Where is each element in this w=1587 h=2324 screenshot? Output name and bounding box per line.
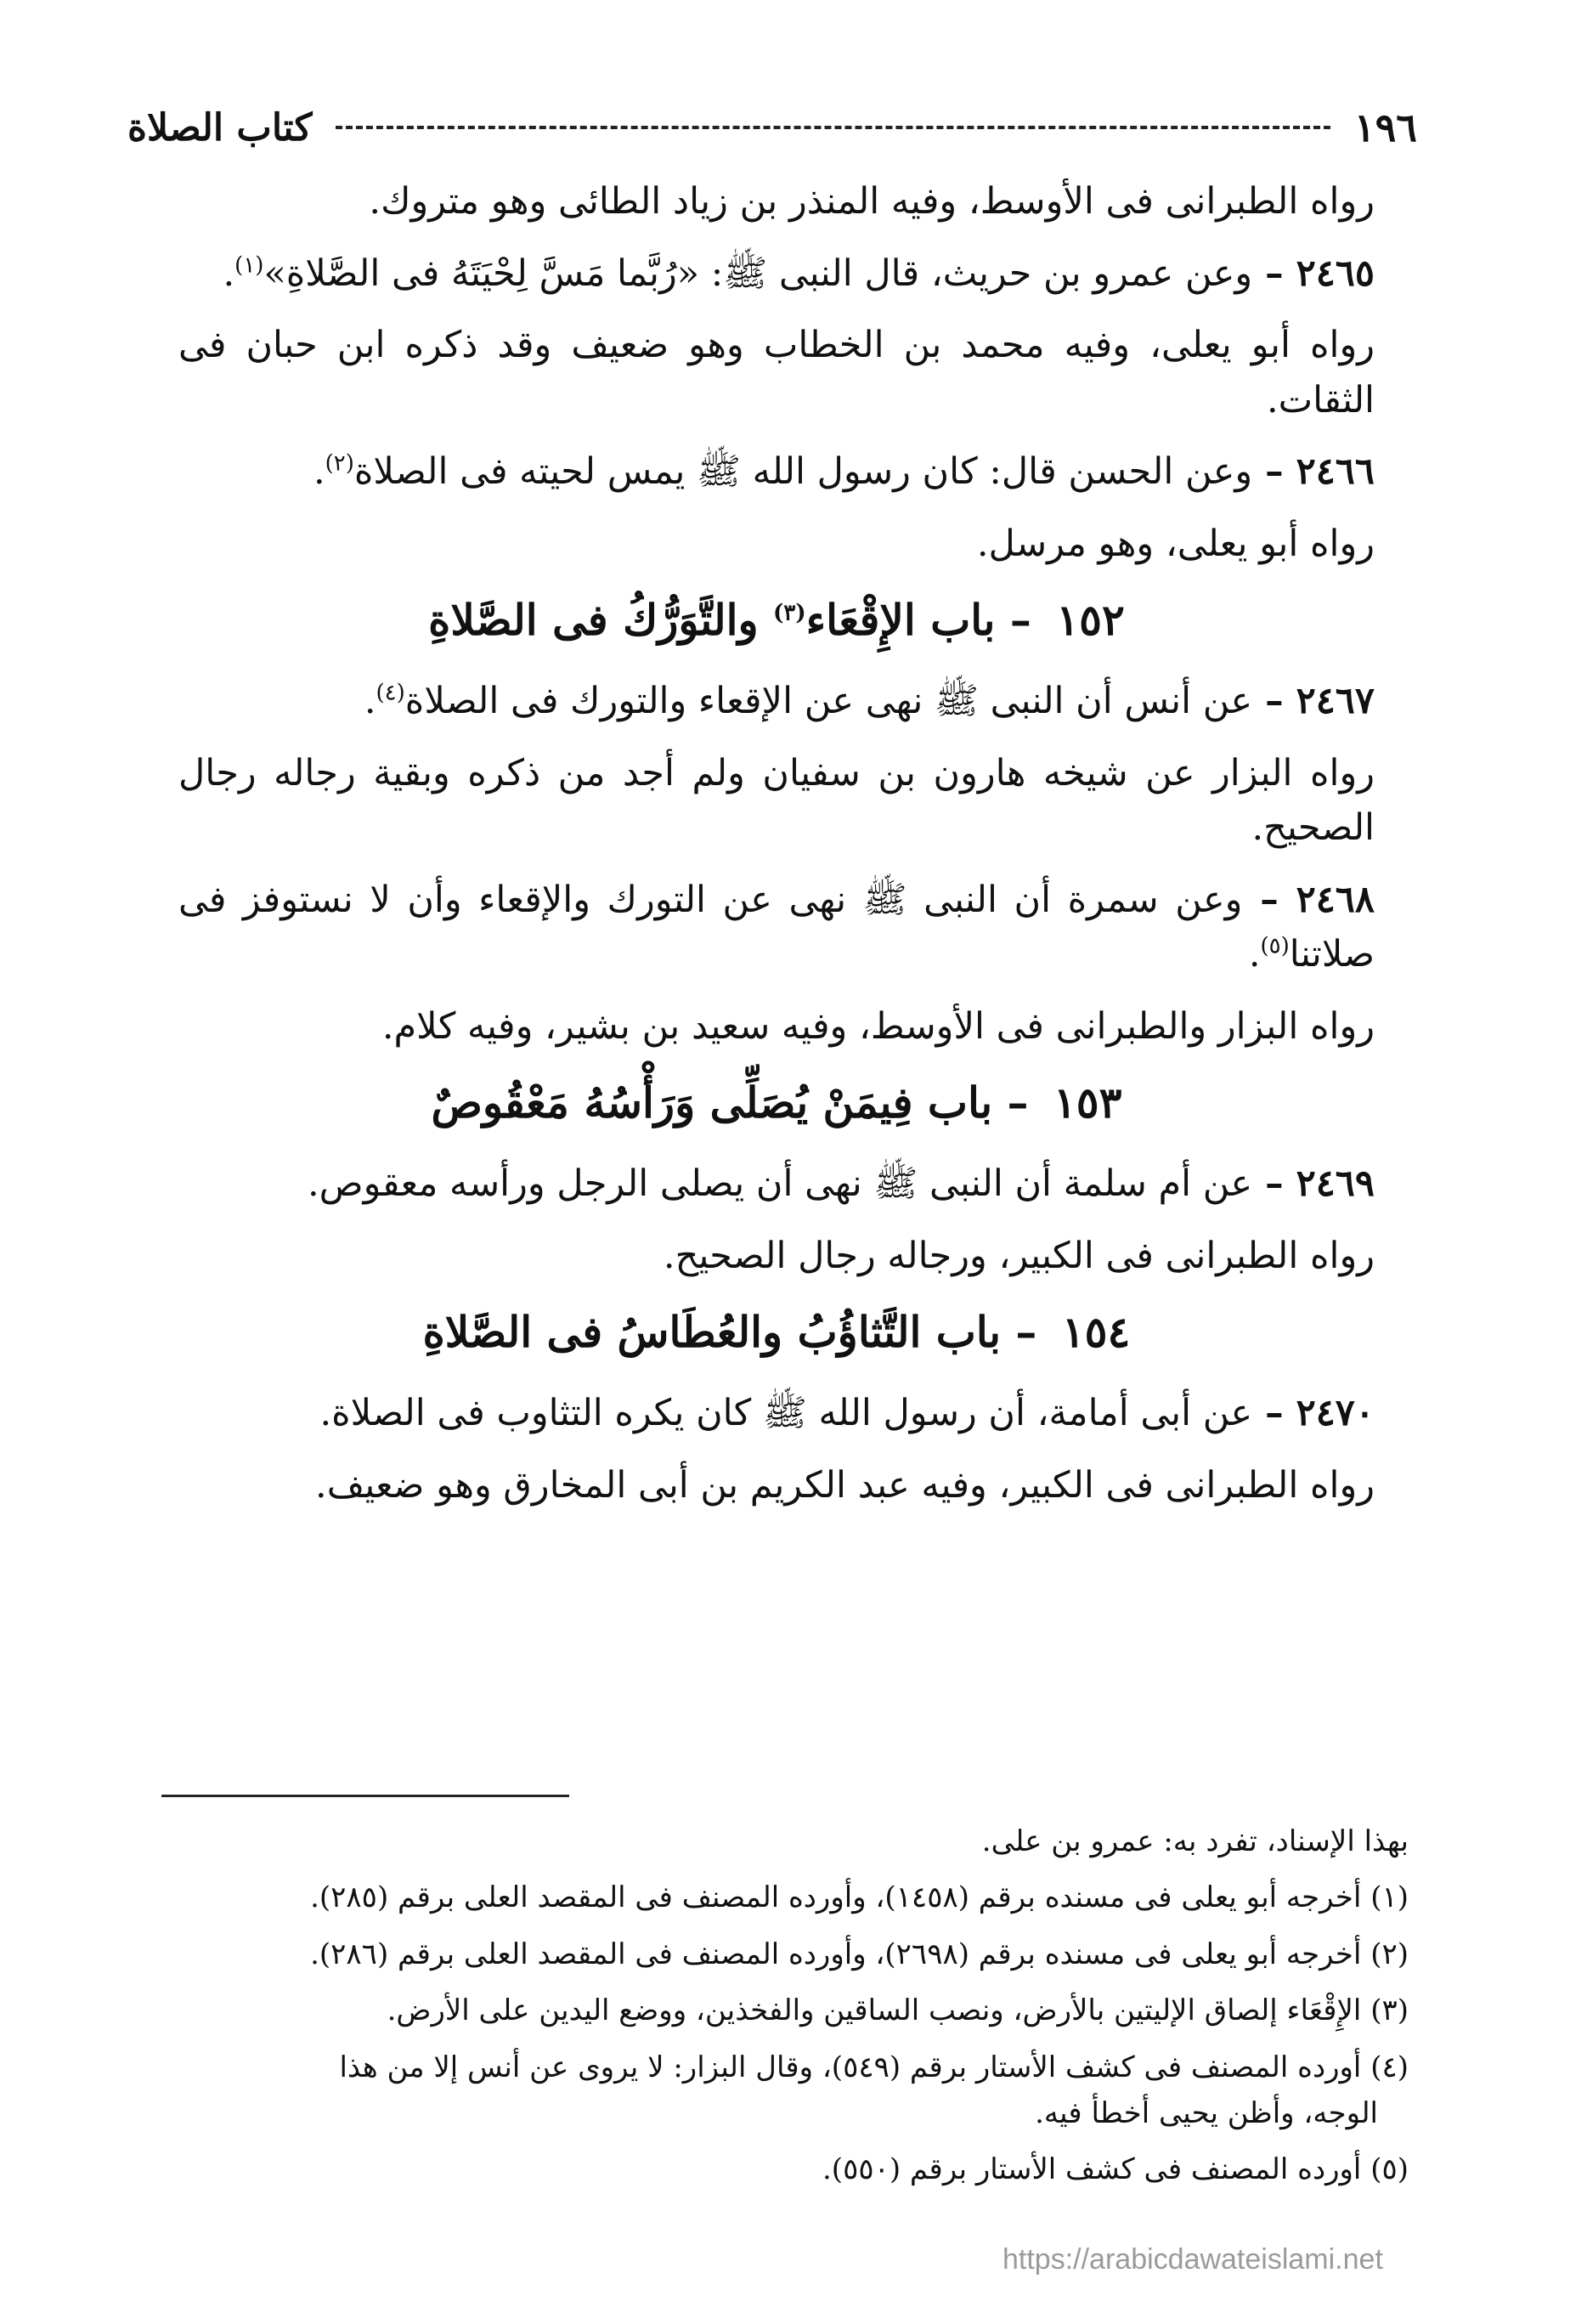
footnote [136,1988,1409,2033]
hadith-dash: – [1252,680,1296,722]
hadith-paragraph [178,873,1375,982]
footnote-number: (٥) [1370,2152,1409,2187]
hadith-text: عن أنس أن النبى ﷺ نهى عن الإقعاء والتورك فى الصلاة [404,680,1253,722]
hadith-dash: – [1252,1392,1296,1434]
footnote-text: الإِقْعَاء إلصاق الإليتين بالأرض، ونصب الساقين والفخذين، ووضع اليدين على الأرض. [387,1993,1362,2028]
footnote-ref: (٤) [376,680,405,706]
hadith-paragraph [178,444,1375,500]
hadith-number: ٢٤٧٠ [1296,1392,1375,1434]
hadith-end-punct: . [319,1392,332,1434]
hadith-paragraph [178,246,1375,302]
footnote [136,2044,1409,2137]
chapter-number: ١٥٣ [1053,1077,1122,1128]
chapter-heading [178,1300,1375,1364]
hadith-dash: – [1252,450,1296,493]
hadith-paragraph [178,674,1375,729]
hadith-text: وعن عمرو بن حريث، قال النبى ﷺ: «رُبَّما مَسَّ لِحْيَتَهُ فى الصَّلاةِ» [263,252,1253,295]
book-title: كتاب الصلاة [127,105,313,150]
hadith-end-punct: . [223,252,235,295]
hadith-text: عن أم سلمة أن النبى ﷺ نهى أن يصلى الرجل ورأسه معقوص [319,1162,1253,1205]
chapter-dash: – [1000,1307,1052,1357]
chapter-title: باب فِيمَنْ يُصَلِّى وَرَأْسُهُ مَعْقُوصٌ [431,1077,993,1128]
hadith-end-punct: . [1248,933,1261,975]
narration-text: رواه الطبرانى فى الكبير، وفيه عبد الكريم بن أبى المخارق وهو ضعيف. [315,1463,1375,1507]
hadith-dash: – [1252,1162,1296,1205]
footnote-continuation: الوجه، وأظن يحيى أخطأ فيه. [1035,2095,1378,2130]
footnote-separator [161,1795,569,1797]
hadith-text: وعن سمرة أن النبى ﷺ نهى عن التورك والإقعاء وأن لا نستوفز فى صلاتنا [178,878,1375,975]
narration-text: رواه أبو يعلى، وهو مرسل. [976,522,1375,565]
footnote-text: أورده المصنف فى كشف الأستار برقم (٥٥٠). [822,2152,1362,2187]
chapter-title: باب التَّثاؤُبُ والعُطَاسُ فى الصَّلاةِ [422,1307,1001,1357]
footnote-text: بهذا الإسناد، تفرد به: عمرو بن على. [981,1824,1409,1858]
hadith-number: ٢٤٦٩ [1296,1162,1375,1205]
hadith-number: ٢٤٦٦ [1296,450,1375,493]
footnote-text: أخرجه أبو يعلى فى مسنده برقم (١٤٥٨)، وأورده المصنف فى المقصد العلى برقم (٢٨٥). [310,1880,1362,1915]
watermark: https://arabicdawateislami.net [1002,2243,1383,2276]
chapter-heading [178,588,1375,652]
main-text [178,174,1375,1530]
footnote-number: (٣) [1370,1993,1409,2028]
footnote-text: أورده المصنف فى كشف الأستار برقم (٥٤٩)، وقال البزار: لا يروى عن أنس إلا من هذا [339,2050,1362,2084]
hadith-dash: – [1242,878,1296,921]
hadith-end-punct: . [307,1162,319,1205]
chapter-number: ١٥٢ [1056,595,1125,645]
header-dashed-rule [336,126,1330,129]
footnote [136,1931,1409,1977]
footnotes [136,1818,1409,2203]
hadith-paragraph [178,1156,1375,1212]
narration-text: رواه الطبرانى فى الأوسط، وفيه المنذر بن زياد الطائى وهو متروك. [369,180,1375,223]
hadith-dash: – [1252,252,1296,295]
hadith-number: ٢٤٦٨ [1296,878,1375,921]
hadith-paragraph [178,1386,1375,1441]
chapter-dash: – [995,595,1047,645]
narration-text: رواه أبو يعلى، وفيه محمد بن الخطاب وهو ضعيف وقد ذكره ابن حبان فى الثقات. [178,324,1375,421]
chapter-title: باب الإِقْعَاء [805,595,996,645]
footnote [136,1874,1409,1920]
footnote-text: أخرجه أبو يعلى فى مسنده برقم (٢٦٩٨)، وأورده المصنف فى المقصد العلى برقم (٢٨٦). [310,1937,1362,1971]
footnote-ref: (١) [234,252,264,279]
footnote-ref: (٢) [325,450,354,477]
narration-text: رواه الطبرانى فى الكبير، ورجاله رجال الصحيح. [663,1234,1375,1277]
footnote-number: (٢) [1370,1937,1409,1971]
hadith-text: عن أبى أمامة، أن رسول الله ﷺ كان يكره التثاوب فى الصلاة [331,1392,1253,1434]
chapter-heading [178,1071,1375,1134]
footnote-number: (١) [1370,1880,1409,1915]
narration-text: رواه البزار والطبرانى فى الأوسط، وفيه سعيد بن بشير، وفيه كلام. [381,1004,1375,1048]
hadith-end-punct: . [313,450,325,493]
chapter-title-continued: والتَّوَرُّكُ فى الصَّلاةِ [428,595,759,645]
footnote [136,2146,1409,2192]
footnote [136,1818,1409,1864]
hadith-end-punct: . [364,680,376,722]
footnote-ref: (٣) [773,600,806,626]
hadith-text: وعن الحسن قال: كان رسول الله ﷺ يمس لحيته فى الصلاة [353,450,1253,493]
page-header [127,102,1417,153]
narration-text: رواه البزار عن شيخه هارون بن سفيان ولم أجد من ذكره وبقية رجاله رجال الصحيح. [178,751,1375,849]
chapter-number: ١٥٤ [1061,1307,1131,1357]
footnote-ref: (٥) [1260,933,1290,959]
hadith-number: ٢٤٦٧ [1296,680,1375,722]
hadith-number: ٢٤٦٥ [1296,252,1375,295]
chapter-dash: – [992,1077,1043,1128]
footnote-number: (٤) [1370,2050,1409,2084]
page-number: ١٩٦ [1353,105,1417,150]
